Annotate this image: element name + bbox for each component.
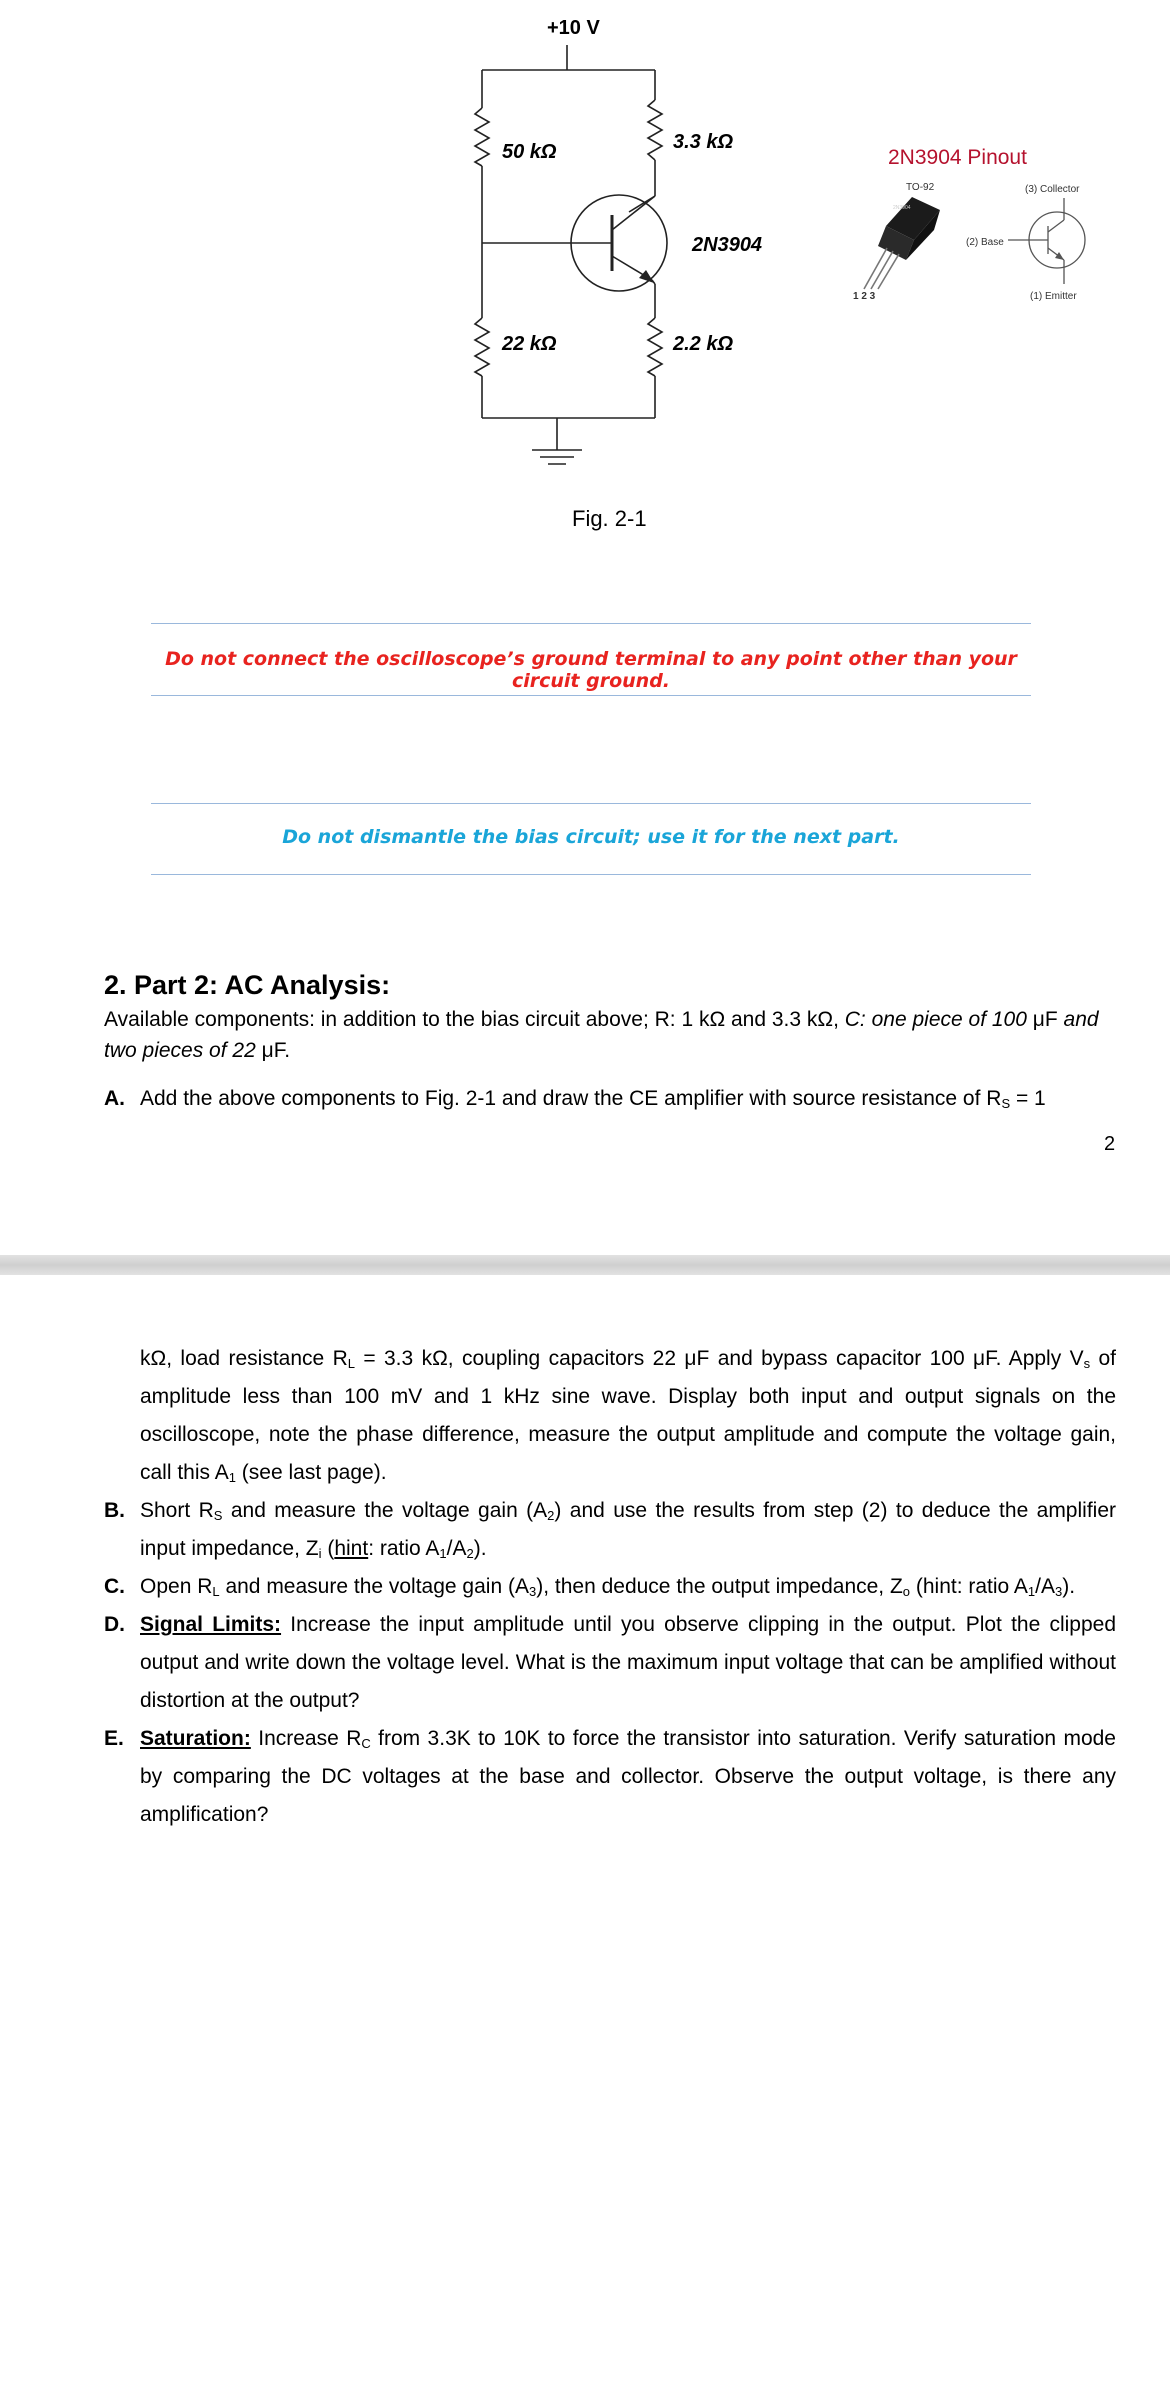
transistor-label: 2N3904 xyxy=(692,234,763,256)
divider-line xyxy=(151,874,1031,875)
emitter-label: (1) Emitter xyxy=(1030,291,1077,302)
pin-numbers: 1 2 3 xyxy=(853,291,876,302)
rc-resistor xyxy=(648,100,662,160)
page-2 xyxy=(0,1275,1170,2391)
r2-label: 22 kΩ xyxy=(502,333,557,355)
circuit-schematic xyxy=(440,0,800,480)
base-label: (2) Base xyxy=(966,237,1004,248)
divider-line xyxy=(151,803,1031,804)
emitter-arrow-icon xyxy=(639,270,654,283)
step-d-title: Signal Limits: xyxy=(140,1613,282,1636)
step-d: D. Signal Limits: Increase the input amplitude until you observe clipping in the output. Plot the clipped output and write down the voltage level. What is the maximum input voltage that can be amplified without distortion at the output? xyxy=(104,1606,1116,1720)
page-separator xyxy=(0,1255,1170,1275)
step-c-letter: C. xyxy=(104,1575,125,1598)
bias-warning: Do not dismantle the bias circuit; use it for the next part. xyxy=(282,826,900,848)
chip-marking: 2N3904 xyxy=(893,205,911,211)
step-a-letter: A. xyxy=(104,1087,125,1110)
step-e-title: Saturation: xyxy=(140,1727,251,1750)
step-e: E. Saturation: Increase $R_C$ from 3.3K to 10K to force the transistor into saturation. Verify saturation mode by comparing the DC voltages at the base and collector. Observe the output voltage, is there any amplification? xyxy=(104,1720,1116,1834)
divider-line xyxy=(151,623,1031,624)
ground-warning: Do not connect the oscilloscope’s ground terminal to any point other than your circuit ground. xyxy=(165,648,1017,692)
step-d-letter: D. xyxy=(104,1613,125,1636)
re-label: 2.2 kΩ xyxy=(673,333,734,355)
figure-caption: Fig. 2-1 xyxy=(572,506,647,531)
rc-label: 3.3 kΩ xyxy=(673,131,734,153)
step-a-start: A. Add the above components to Fig. 2-1 and draw the CE amplifier with source resistance of $R_S = 1$ xyxy=(104,1080,1116,1118)
re-resistor xyxy=(648,318,662,376)
r1-label: 50 kΩ xyxy=(502,141,557,163)
to92-package xyxy=(878,197,940,260)
r2-resistor xyxy=(475,318,489,376)
step-b-letter: B. xyxy=(104,1499,125,1522)
pinout-title: 2N3904 Pinout xyxy=(888,146,1027,169)
components-paragraph: Available components: in addition to the bias circuit above; R: 1 kΩ and 3.3 kΩ, C: one piece of 100 μF and two pieces of 22 μF. xyxy=(104,1008,1099,1062)
supply-label: +10 V xyxy=(547,17,600,39)
r1-resistor xyxy=(475,108,489,166)
step-a-continued: kΩ, load resistance $R_L = 3.3$ kΩ, coupling capacitors 22 μF and bypass capacitor 100 μF. Apply $V_s$ of amplitude less than 100 mV and 1 kHz sine wave. Display both input and output signals on the oscilloscope, note the phase difference, measure the output amplitude and compute the voltage gain, call this $A_1$ (see last page). xyxy=(140,1347,1116,1485)
package-label: TO-92 xyxy=(906,182,935,193)
step-b: B. Short $R_S$ and measure the voltage gain $(A_2)$ and use the results from step (2) to deduce the amplifier input impedance, $Z_i$ (hint: ratio $A_1/A_2$). xyxy=(104,1492,1116,1568)
pinout-diagram xyxy=(840,130,1100,310)
collector-label: (3) Collector xyxy=(1025,184,1080,195)
step-c: C. Open $R_L$ and measure the voltage gain $(A_3)$, then deduce the output impedance, $Z_o$ (hint: ratio $A_1/A_3$). xyxy=(104,1568,1116,1606)
page-number: 2 xyxy=(1104,1133,1116,1155)
step-e-letter: E. xyxy=(104,1727,124,1750)
part2-heading: 2. Part 2: AC Analysis: xyxy=(104,970,391,1000)
divider-line xyxy=(151,695,1031,696)
